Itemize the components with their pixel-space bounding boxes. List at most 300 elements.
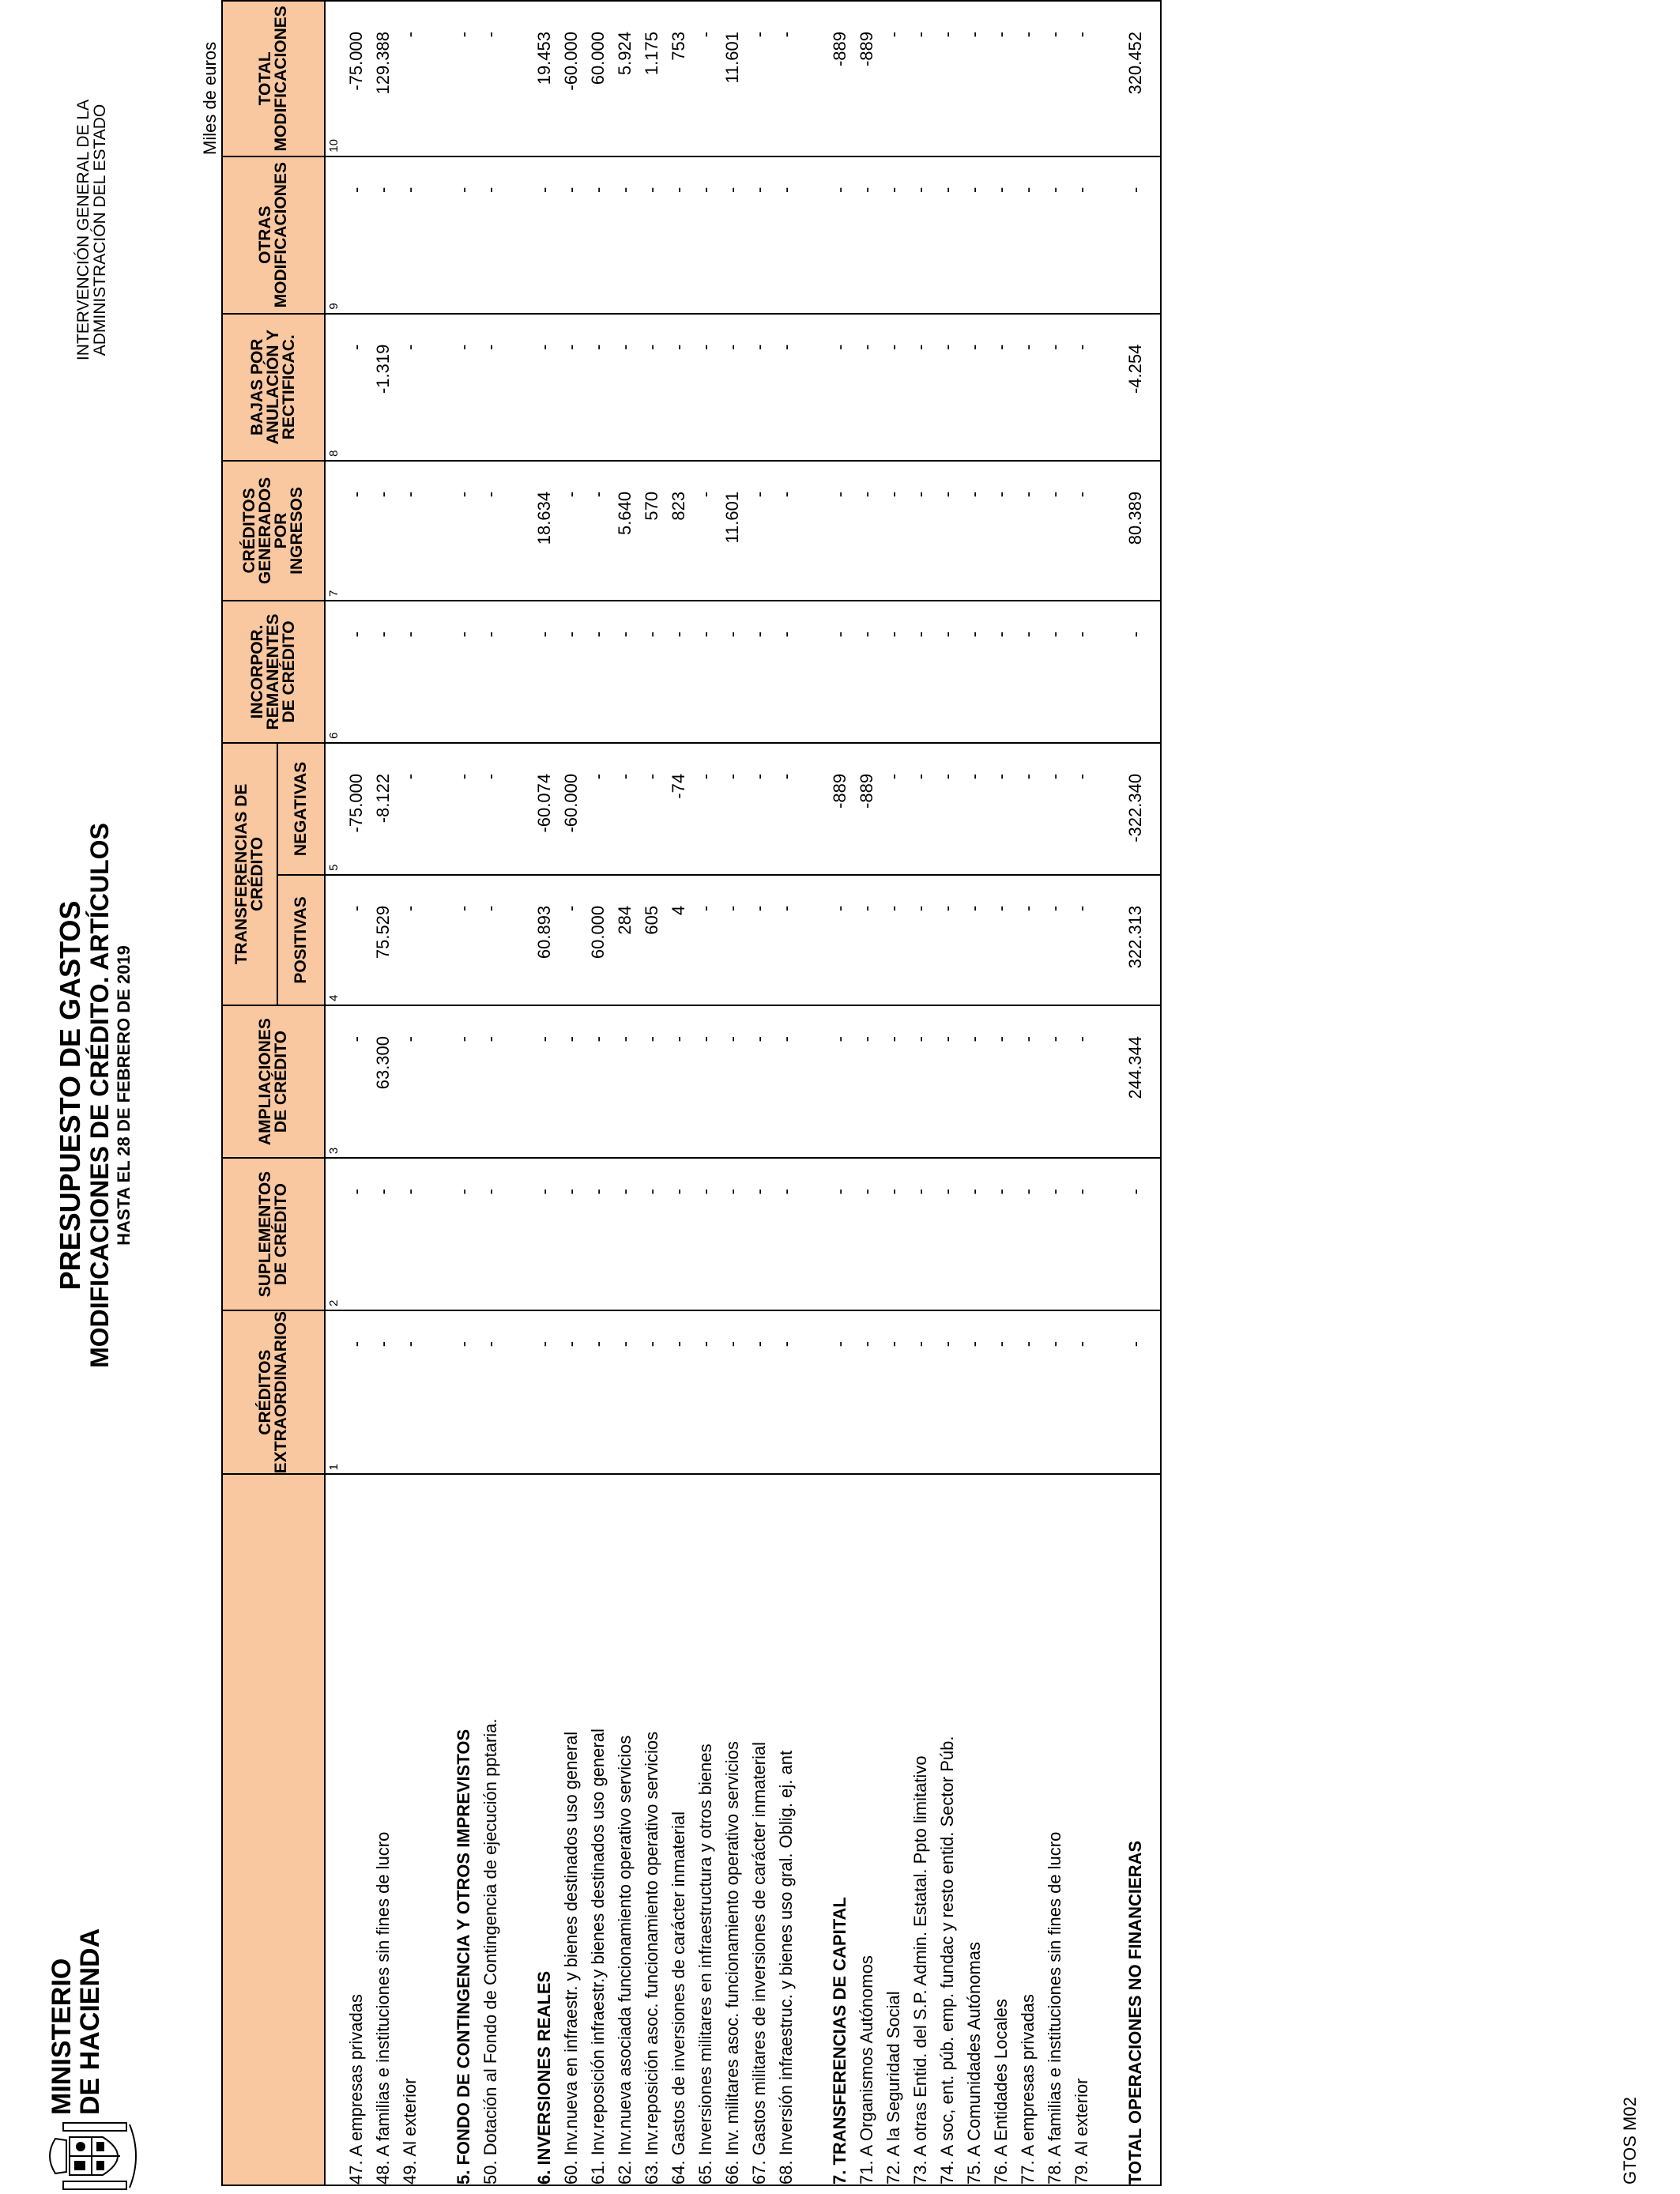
cell-value: - xyxy=(400,32,420,38)
cell-value: - xyxy=(695,1035,715,1042)
cell-value xyxy=(1095,1311,1122,1473)
cell-value xyxy=(800,315,827,460)
cell-value: - xyxy=(642,1340,661,1348)
cell-value: - xyxy=(857,1035,876,1042)
cell-value: - xyxy=(1018,1035,1038,1042)
cell-value: - xyxy=(1018,491,1038,498)
cell-value: - xyxy=(1018,344,1038,350)
cell-value: - xyxy=(695,344,715,350)
cell-value: - xyxy=(561,1035,581,1042)
cell-value: 18.634 xyxy=(534,491,554,545)
cell-value: - xyxy=(722,631,742,638)
col-2-values: 2 - - - - - - - - - - - - - - - - - - - - - - - - - - xyxy=(325,1158,1161,1310)
cell-value: - xyxy=(991,905,1011,912)
cell-value: - xyxy=(695,1340,715,1348)
cell-value: - xyxy=(857,631,876,638)
cell-value: - xyxy=(964,1340,984,1348)
row-label: 77. A empresas privadas xyxy=(1018,1994,1038,2185)
cell-value: - xyxy=(1072,32,1091,38)
cell-value: - xyxy=(857,905,876,912)
row-label: 74. A soc, ent. púb. emp. fundac y resto entid. Sector Púb. xyxy=(937,1736,957,2185)
cell-value: -889 xyxy=(830,32,849,67)
cell-value: - xyxy=(669,344,688,350)
row-label: 60. Inv.nueva en infraestr. y bienes destinados uso general xyxy=(561,1731,581,2185)
cell-value: - xyxy=(1125,187,1145,194)
cell-value: - xyxy=(534,631,554,638)
cell-value: - xyxy=(695,905,715,912)
cell-value: - xyxy=(722,1340,742,1348)
cell-value: - xyxy=(910,905,930,912)
cell-value: - xyxy=(534,1340,554,1348)
cell-value: - xyxy=(883,187,903,194)
cell-value: - xyxy=(480,187,500,194)
cell-value: - xyxy=(534,1189,554,1195)
cell-value: - xyxy=(830,187,849,194)
cell-value: - xyxy=(937,1340,957,1348)
col-5-values: 5 -75.000 -8.122 - - - -60.074 -60.000 - - - -74 - - - - -889 -889 - - - - - - - - -322.340 xyxy=(325,743,1161,875)
col-10-values: 10 -75.000 129.388 - - - 19.453 -60.000 60.000 5.924 1.175 753 - 11.601 - - -889 -889 - - - - - - - - 320.452 xyxy=(325,1,1161,156)
row-label: 61. Inv.reposición infraestr.y bienes destinados uso general xyxy=(588,1728,608,2185)
cell-value xyxy=(504,1311,531,1473)
cell-value: - xyxy=(1018,187,1038,194)
cell-value: 19.453 xyxy=(534,32,554,85)
cell-value xyxy=(800,1311,827,1473)
cell-value xyxy=(1095,315,1122,460)
cell-value xyxy=(1095,1159,1122,1310)
cell-value xyxy=(1095,462,1122,600)
cell-value: - xyxy=(480,905,500,912)
cell-value: - xyxy=(561,344,581,350)
cell-value xyxy=(800,2,827,156)
cell-value: - xyxy=(722,187,742,194)
cell-value: - xyxy=(991,1340,1011,1348)
cell-value: - xyxy=(937,1189,957,1195)
cell-value: - xyxy=(857,1189,876,1195)
cell-value: - xyxy=(642,631,661,638)
cell-value: - xyxy=(991,631,1011,638)
cell-value: - xyxy=(1045,187,1064,194)
cell-value: 80.389 xyxy=(1125,491,1145,545)
cell-value: -75.000 xyxy=(346,773,366,833)
cell-value: - xyxy=(400,1035,420,1042)
row-label: 62. Inv.nueva asociada funcionamiento operativo servicios xyxy=(615,1735,635,2185)
cell-value: - xyxy=(346,187,366,194)
cell-value xyxy=(424,462,450,600)
cell-value xyxy=(424,1311,450,1473)
cell-value: - xyxy=(857,344,876,350)
cell-value: -60.000 xyxy=(561,773,581,833)
cell-value: - xyxy=(883,773,903,780)
cell-value: -8.122 xyxy=(373,773,393,824)
cell-value: 605 xyxy=(642,905,661,935)
cell-value: - xyxy=(883,1035,903,1042)
cell-value xyxy=(424,1006,450,1157)
row-label: 73. A otras Entid. del S.P. Admin. Estatal. Ppto limitativo xyxy=(910,1755,930,2185)
cell-value: - xyxy=(1072,905,1091,912)
cell-value: -322.340 xyxy=(1125,773,1145,843)
cell-value: - xyxy=(1125,1340,1145,1348)
cell-value: - xyxy=(695,32,715,38)
cell-value: - xyxy=(561,1189,581,1195)
cell-value: - xyxy=(615,344,635,350)
col-otras-header: OTRAS MODIFICACIONES xyxy=(222,156,325,314)
cell-value: - xyxy=(830,1035,849,1042)
cell-value xyxy=(1095,601,1122,742)
cell-value: - xyxy=(1072,491,1091,498)
cell-value: - xyxy=(857,491,876,498)
col-positivas-header: POSITIVAS xyxy=(277,875,325,1005)
cell-value: 60.893 xyxy=(534,905,554,959)
cell-value: - xyxy=(937,344,957,350)
cell-value: 75.529 xyxy=(373,905,393,959)
cell-value: - xyxy=(749,773,769,780)
row-label xyxy=(800,1475,827,2185)
cell-value: - xyxy=(937,631,957,638)
cell-value: - xyxy=(937,905,957,912)
cell-value: - xyxy=(346,1340,366,1348)
cell-value: - xyxy=(1018,905,1038,912)
ministry-name xyxy=(47,1928,104,2115)
cell-value: - xyxy=(776,32,796,38)
cell-value: - xyxy=(400,187,420,194)
cell-value xyxy=(1095,157,1122,313)
cell-value: - xyxy=(776,344,796,350)
col-creditos-extraordinarios-header: CRÉDITOS EXTRAORDINARIOS xyxy=(222,1310,325,1474)
cell-value: - xyxy=(346,631,366,638)
row-label: 79. Al exterior xyxy=(1072,2078,1091,2185)
cell-value: - xyxy=(857,187,876,194)
cell-value: - xyxy=(991,1035,1011,1042)
cell-value: - xyxy=(749,1035,769,1042)
cell-value: - xyxy=(346,905,366,912)
cell-value: - xyxy=(937,1035,957,1042)
cell-value: - xyxy=(1045,1035,1064,1042)
coat-of-arms-icon xyxy=(47,2120,142,2192)
cell-value: - xyxy=(695,1189,715,1195)
cell-value: - xyxy=(964,1035,984,1042)
cell-value: - xyxy=(749,344,769,350)
cell-value: - xyxy=(346,491,366,498)
cell-value: - xyxy=(534,1035,554,1042)
cell-value: - xyxy=(1045,905,1064,912)
col-4-values: 4 - 75.529 - - - 60.893 - 60.000 284 605 4 - - - - - - - - - - - - - - 322.313 xyxy=(325,875,1161,1005)
cell-value: - xyxy=(776,631,796,638)
cell-value: - xyxy=(480,631,500,638)
cell-value: - xyxy=(588,1189,608,1195)
row-label: 64. Gastos de inversiones de carácter inmaterial xyxy=(669,1811,688,2185)
cell-value: - xyxy=(991,491,1011,498)
ministry-line1: MINISTERIO xyxy=(47,1958,77,2115)
cell-value: - xyxy=(776,773,796,780)
cell-value xyxy=(800,876,827,1005)
cell-value: - xyxy=(1018,1189,1038,1195)
cell-value: - xyxy=(1045,773,1064,780)
cell-value: - xyxy=(749,491,769,498)
row-label xyxy=(424,1475,450,2185)
cell-value: - xyxy=(346,344,366,350)
cell-value xyxy=(800,1159,827,1310)
cell-value: 1.175 xyxy=(642,32,661,76)
cell-value: -75.000 xyxy=(346,32,366,91)
cell-value xyxy=(1095,1006,1122,1157)
cell-value: - xyxy=(454,1340,473,1348)
cell-value: - xyxy=(373,631,393,638)
footer-code: GTOS M02 xyxy=(1620,2097,1640,2185)
cell-value: - xyxy=(991,344,1011,350)
cell-value: 244.344 xyxy=(1125,1035,1145,1099)
cell-value: - xyxy=(346,1189,366,1195)
cell-value: - xyxy=(910,1340,930,1348)
cell-value: - xyxy=(400,905,420,912)
cell-value: - xyxy=(1045,32,1064,38)
row-label: TOTAL OPERACIONES NO FINANCIERAS xyxy=(1125,1840,1145,2185)
row-label: 76. A Entidades Locales xyxy=(991,1999,1011,2185)
cell-value: - xyxy=(642,187,661,194)
col-8-values: 8 - -1.319 - - - - - - - - - - - - - - - - - - - - - - - -4.254 xyxy=(325,314,1161,461)
cell-value: - xyxy=(910,344,930,350)
cell-value xyxy=(504,601,531,742)
cell-value: - xyxy=(1125,631,1145,638)
cell-value: 322.313 xyxy=(1125,905,1145,969)
cell-value xyxy=(800,601,827,742)
col-9-values: 9 - - - - - - - - - - - - - - - - - - - - - - - - - - xyxy=(325,156,1161,314)
col-negativas-header: NEGATIVAS xyxy=(277,743,325,875)
cell-value: - xyxy=(776,187,796,194)
row-label xyxy=(504,1475,531,2185)
cell-value: - xyxy=(776,1340,796,1348)
cell-value: - xyxy=(910,491,930,498)
cell-value: - xyxy=(1072,187,1091,194)
cell-value xyxy=(504,315,531,460)
cell-value xyxy=(504,2,531,156)
cell-value xyxy=(504,876,531,1005)
row-label: 63. Inv.reposición asoc. funcionamiento operativo servicios xyxy=(642,1731,661,2185)
cell-value: - xyxy=(400,773,420,780)
col-6-values: 6 - - - - - - - - - - - - - - - - - - - - - - - - - - xyxy=(325,601,1161,743)
cell-value xyxy=(800,744,827,874)
cell-value: - xyxy=(615,631,635,638)
igae-label xyxy=(75,44,108,416)
cell-value: - xyxy=(669,1189,688,1195)
cell-value: -4.254 xyxy=(1125,344,1145,394)
col-total-header: TOTAL MODIFICACIONES xyxy=(222,1,325,156)
cell-value: - xyxy=(964,905,984,912)
row-label: 75. A Comunidades Autónomas xyxy=(964,1942,984,2185)
cell-value: - xyxy=(964,491,984,498)
cell-value: - xyxy=(454,344,473,350)
row-label: 66. Inv. militares asoc. funcionamiento operativo servicios xyxy=(722,1741,742,2185)
row-label: 72. A la Seguridad Social xyxy=(883,1991,903,2185)
cell-value: - xyxy=(454,1189,473,1195)
cell-value: - xyxy=(722,1189,742,1195)
cell-value: 11.601 xyxy=(722,491,742,544)
cell-value: 60.000 xyxy=(588,905,608,959)
cell-value: -1.319 xyxy=(373,344,393,394)
report-title xyxy=(55,787,134,1404)
modifications-table xyxy=(221,0,1162,2186)
cell-value: - xyxy=(669,1035,688,1042)
cell-value: - xyxy=(883,344,903,350)
cell-value: - xyxy=(937,187,957,194)
cell-value: - xyxy=(454,773,473,780)
page-subtitle: MODIFICACIONES DE CRÉDITO. ARTÍCULOS xyxy=(85,823,114,1368)
cell-value: 5.924 xyxy=(615,32,635,76)
cell-value: -60.074 xyxy=(534,773,554,833)
cell-value: - xyxy=(642,1035,661,1042)
cell-value: - xyxy=(615,773,635,780)
cell-value: 284 xyxy=(615,905,635,935)
cell-value xyxy=(424,2,450,156)
cell-value: - xyxy=(400,1189,420,1195)
row-label: 67. Gastos militares de inversiones de carácter inmaterial xyxy=(749,1741,769,2185)
cell-value: -74 xyxy=(669,773,688,799)
cell-value: - xyxy=(1018,1340,1038,1348)
cell-value: - xyxy=(1045,491,1064,498)
cell-value: - xyxy=(1125,1189,1145,1195)
cell-value: - xyxy=(642,773,661,780)
cell-value: -889 xyxy=(857,773,876,809)
cell-value: - xyxy=(1072,631,1091,638)
cell-value: - xyxy=(561,491,581,498)
cell-value: 320.452 xyxy=(1125,32,1145,95)
cell-value: -60.000 xyxy=(561,32,581,91)
cell-value: - xyxy=(991,1189,1011,1195)
cell-value: - xyxy=(588,187,608,194)
cell-value: - xyxy=(1018,631,1038,638)
cell-value xyxy=(424,1159,450,1310)
cell-value: - xyxy=(749,187,769,194)
col-1-values: 1 - - - - - - - - - - - - - - - - - - - - - - - - - - xyxy=(325,1310,1161,1474)
cell-value: - xyxy=(830,1189,849,1195)
cell-value: - xyxy=(669,187,688,194)
cell-value: - xyxy=(1018,773,1038,780)
cell-value: - xyxy=(830,344,849,350)
units-label: Miles de euros xyxy=(200,41,220,155)
ministry-line2: DE HACIENDA xyxy=(75,1928,105,2115)
cell-value: - xyxy=(910,1035,930,1042)
cell-value: - xyxy=(1045,1189,1064,1195)
cell-value: - xyxy=(588,344,608,350)
cell-value: - xyxy=(883,905,903,912)
cell-value xyxy=(504,1006,531,1157)
cell-value: - xyxy=(373,491,393,498)
cell-value: - xyxy=(615,1189,635,1195)
cell-value: - xyxy=(642,1189,661,1195)
cell-value: 753 xyxy=(669,32,688,61)
row-label: 68. Inversión infraestruc. y bienes uso gral. Oblig. ej. ant xyxy=(776,1750,796,2185)
cell-value: 570 xyxy=(642,491,661,521)
cell-value: - xyxy=(695,187,715,194)
cell-value: - xyxy=(480,344,500,350)
col-3-values: 3 - 63.300 - - - - - - - - - - - - - - - - - - - - - - - 244.344 xyxy=(325,1005,1161,1158)
cell-value: - xyxy=(964,773,984,780)
cell-value xyxy=(424,876,450,1005)
cell-value: - xyxy=(454,905,473,912)
cell-value: - xyxy=(480,491,500,498)
igae-line2: ADMINISTRACIÓN DEL ESTADO xyxy=(91,104,109,356)
cell-value: - xyxy=(454,32,473,38)
cell-value: - xyxy=(642,344,661,350)
cell-value: - xyxy=(615,1340,635,1348)
cell-value: 63.300 xyxy=(373,1035,393,1090)
cell-value: - xyxy=(400,491,420,498)
cell-value: - xyxy=(910,32,930,38)
cell-value: - xyxy=(722,344,742,350)
cell-value: - xyxy=(695,773,715,780)
cell-value: -889 xyxy=(857,32,876,67)
cell-value xyxy=(800,1006,827,1157)
cell-value: - xyxy=(669,631,688,638)
cell-value: - xyxy=(937,773,957,780)
cell-value: - xyxy=(749,905,769,912)
cell-value: - xyxy=(534,344,554,350)
cell-value: - xyxy=(373,1340,393,1348)
cell-value xyxy=(504,1159,531,1310)
cell-value xyxy=(1095,2,1122,156)
row-label: 5. FONDO DE CONTINGENCIA Y OTROS IMPREVISTOS xyxy=(454,1728,473,2185)
cell-value xyxy=(1095,744,1122,874)
cell-value xyxy=(504,744,531,874)
cell-value: - xyxy=(964,32,984,38)
cell-value: - xyxy=(454,1035,473,1042)
cell-value: - xyxy=(373,1189,393,1195)
cell-value: - xyxy=(749,631,769,638)
cell-value: - xyxy=(615,187,635,194)
col-7-values: 7 - - - - - 18.634 - - 5.640 570 823 - 11.601 - - - - - - - - - - - - 80.389 xyxy=(325,461,1161,601)
cell-value xyxy=(424,744,450,874)
col-incorporacion-header: INCORPOR. REMANENTES DE CRÉDITO xyxy=(222,601,325,743)
cell-value xyxy=(800,157,827,313)
cell-value: - xyxy=(480,773,500,780)
cell-value: - xyxy=(1045,1340,1064,1348)
row-label: 71. A Organismos Autónomos xyxy=(857,1955,876,2185)
cell-value: 4 xyxy=(669,905,688,916)
col-suplementos-header: SUPLEMENTOS DE CRÉDITO xyxy=(222,1158,325,1310)
cell-value: 129.388 xyxy=(373,32,393,95)
cell-value: - xyxy=(1045,344,1064,350)
cell-value: - xyxy=(857,1340,876,1348)
transfer-group-header: TRANSFERENCIAS DE CRÉDITO xyxy=(222,743,277,1005)
cell-value: - xyxy=(883,491,903,498)
page-title: PRESUPUESTO DE GASTOS xyxy=(54,900,86,1291)
row-label: 48. A familias e instituciones sin fines de lucro xyxy=(373,1831,393,2185)
cell-value: 11.601 xyxy=(722,32,742,84)
cell-value: - xyxy=(883,631,903,638)
col-generados-header: CRÉDITOS GENERADOS POR INGRESOS xyxy=(222,461,325,601)
igae-line1: INTERVENCIÓN GENERAL DE LA xyxy=(74,99,92,361)
cell-value: - xyxy=(991,187,1011,194)
cell-value: 823 xyxy=(669,491,688,521)
cell-value: - xyxy=(937,32,957,38)
cell-value: - xyxy=(1018,32,1038,38)
cell-value xyxy=(504,462,531,600)
cell-value: - xyxy=(776,905,796,912)
cell-value: - xyxy=(534,187,554,194)
cell-value: - xyxy=(830,905,849,912)
cell-value: - xyxy=(1045,631,1064,638)
cell-value xyxy=(504,157,531,313)
cell-value: - xyxy=(588,1340,608,1348)
cell-value: - xyxy=(669,1340,688,1348)
cell-value: - xyxy=(480,1189,500,1195)
col-ampliaciones-header: AMPLIACIONES DE CRÉDITO xyxy=(222,1005,325,1158)
cell-value: - xyxy=(991,32,1011,38)
cell-value: - xyxy=(561,187,581,194)
cell-value: - xyxy=(695,491,715,498)
cell-value xyxy=(424,157,450,313)
cell-value xyxy=(424,315,450,460)
cell-value: - xyxy=(722,773,742,780)
